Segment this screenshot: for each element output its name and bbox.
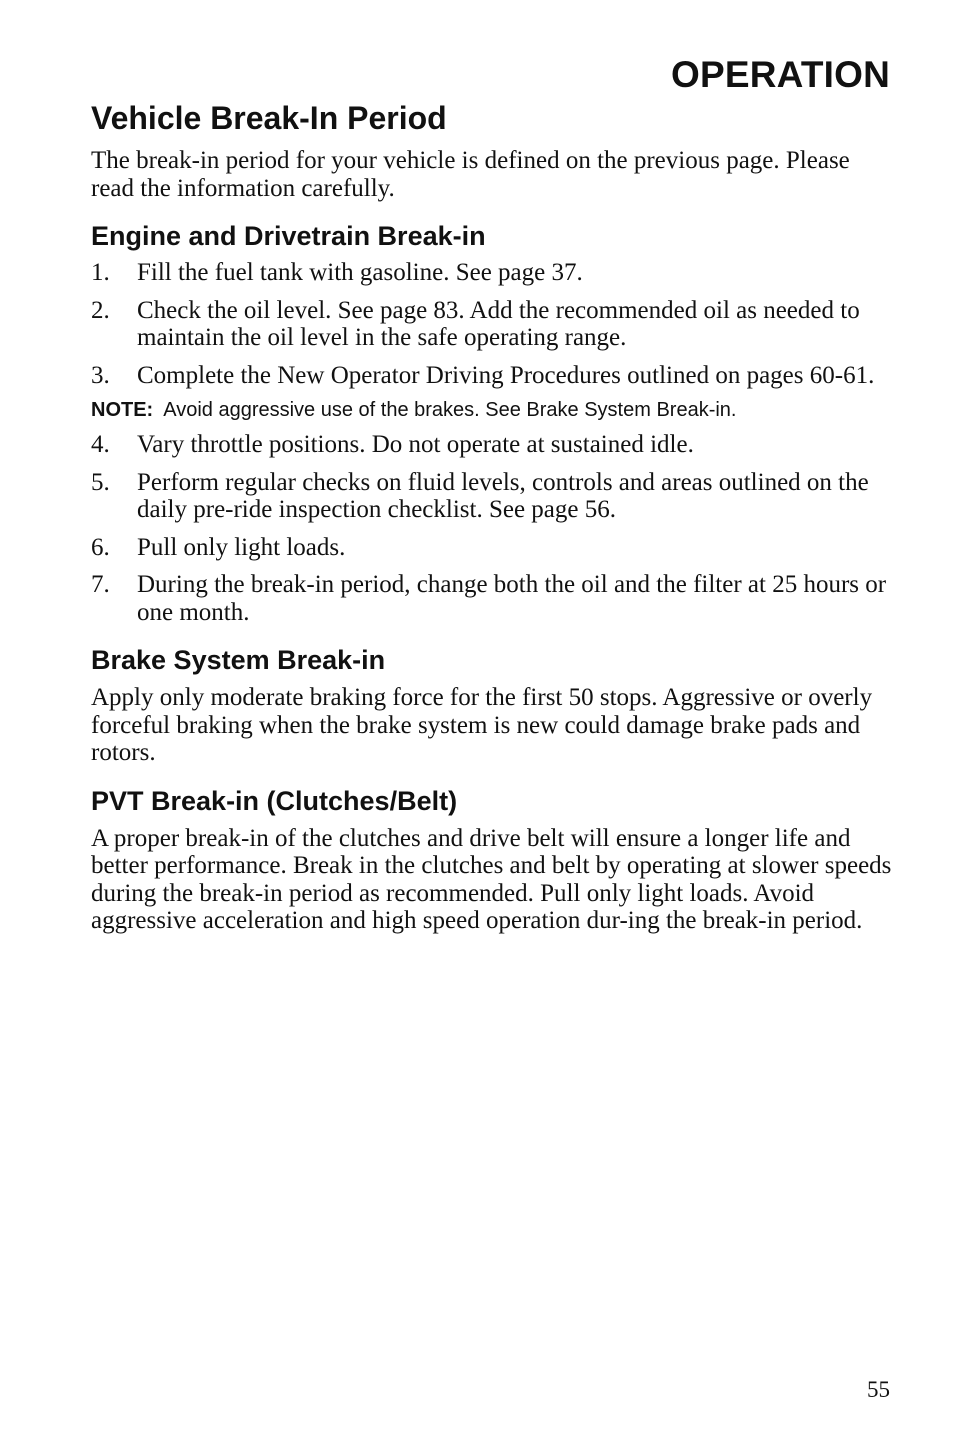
note-text: Avoid aggressive use of the brakes. See Brake System Break-in. [163, 399, 737, 421]
note-label: NOTE: [91, 399, 154, 421]
list-item [91, 431, 893, 459]
page-title: Vehicle Break-In Period [91, 100, 447, 136]
step-number: 3. [91, 361, 110, 389]
step-number: 1. [91, 259, 110, 286]
step-number: 2. [91, 296, 110, 324]
step-text: Complete the New Operator Driving Procedures outlined on pages 60-61. [137, 361, 875, 389]
step-number: 4. [91, 431, 110, 458]
step-number: 5. [91, 468, 110, 496]
note [91, 397, 893, 423]
brake-break-in-paragraph: Apply only moderate braking force for the first 50 stops. Aggressive or overly forceful braking when the brake system is new could damage brake pads and rotors. [91, 684, 873, 766]
list-item [91, 469, 893, 524]
step-text: Vary throttle positions. Do not operate at sustained idle. [137, 431, 694, 458]
step-number: 7. [91, 571, 110, 598]
list-item [91, 297, 893, 352]
step-text: During the break-in period, change both the oil and the filter at 25 hours or one month. [137, 571, 887, 626]
page-content [91, 98, 893, 935]
list-item [91, 571, 893, 626]
engine-steps-list [91, 259, 893, 389]
section-header: OPERATION [670, 54, 890, 95]
list-item [91, 362, 893, 390]
step-text: Perform regular checks on fluid levels, controls and areas outlined on the daily pre-ride inspection checklist. See page 56. [137, 468, 869, 523]
step-text: Fill the fuel tank with gasoline. See page 37. [137, 259, 583, 286]
list-item [91, 534, 893, 562]
brake-break-in-heading: Brake System Break-in [91, 645, 386, 675]
engine-steps-list-continued [91, 431, 893, 626]
list-item [91, 259, 893, 287]
step-text: Check the oil level. See page 83. Add the recommended oil as needed to maintain the oil level in the safe operating range. [137, 296, 860, 351]
step-number: 6. [91, 533, 110, 561]
engine-break-in-heading: Engine and Drivetrain Break-in [91, 221, 486, 251]
intro-paragraph: The break-in period for your vehicle is defined on the previous page. Please read the information carefully. [91, 147, 850, 202]
page-number: 55 [867, 1377, 890, 1402]
pvt-break-in-heading: PVT Break-in (Clutches/Belt) [91, 785, 458, 816]
pvt-break-in-paragraph: A proper break-in of the clutches and drive belt will ensure a longer life and better performance. Break in the clutches and belt by operating at slower speeds during the break-in period as recommended. Pull only light loads. Avoid aggressive acceleration and high speed operation dur-ing the break-in period. [91, 824, 892, 934]
step-text: Pull only light loads. [137, 533, 346, 561]
